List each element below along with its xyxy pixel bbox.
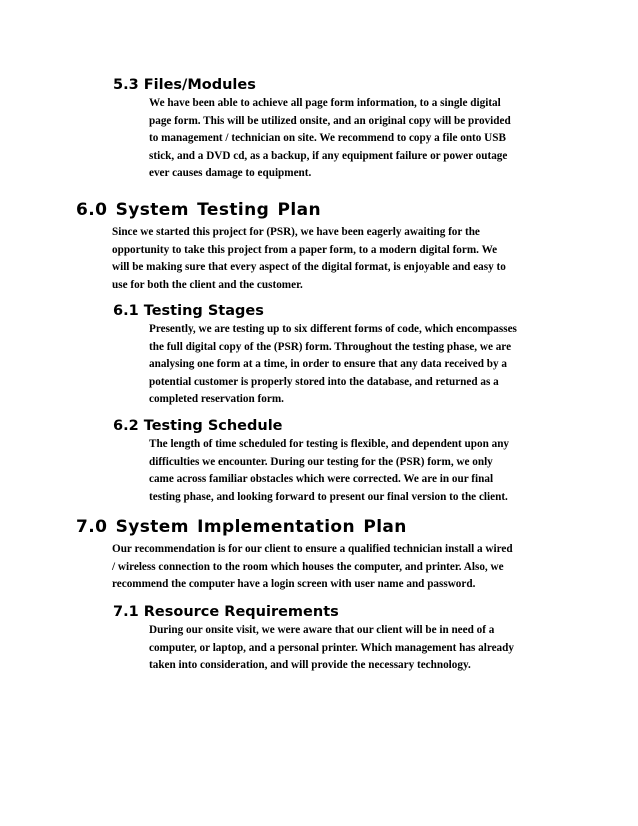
section-heading-6-0: 6.0 System Testing Plan <box>76 200 321 220</box>
body-line: ever causes damage to equipment. <box>149 167 312 179</box>
body-line: testing phase, and looking forward to present our final version to the client. <box>149 490 508 503</box>
body-line: page form. This will be utilized onsite, and an original copy will be provided <box>149 114 511 127</box>
section-body-7-0 <box>112 541 513 594</box>
body-line: stick, and a DVD cd, as a backup, if any equipment failure or power outage <box>149 149 508 162</box>
section-body-6-1 <box>149 321 517 409</box>
section-body-7-1 <box>149 622 514 675</box>
body-line: taken into consideration, and will provide the necessary technology. <box>149 659 471 671</box>
body-line: We have been able to achieve all page form information, to a single digital <box>149 97 501 109</box>
body-line: difficulties we encounter. During our testing for the (PSR) form, we only <box>149 455 493 468</box>
body-line: recommend the computer have a login screen with user name and password. <box>112 578 476 590</box>
body-line: Presently, we are testing up to six different forms of code, which encompasses <box>149 323 517 335</box>
section-heading-7-1: 7.1 Resource Requirements <box>113 604 339 620</box>
section-body-5-3 <box>149 95 511 183</box>
body-line: to management / technician on site. We recommend to copy a file onto USB <box>149 132 506 144</box>
section-body-6-0 <box>112 224 506 294</box>
body-line: completed reservation form. <box>149 393 284 405</box>
body-line: computer, or laptop, and a personal printer. Which management has already <box>149 641 514 654</box>
body-line: Since we started this project for (PSR), we have been eagerly awaiting for the <box>112 226 480 238</box>
body-line: the full digital copy of the (PSR) form. Throughout the testing phase, we are <box>149 340 512 353</box>
body-line: During our onsite visit, we were aware that our client will be in need of a <box>149 624 495 636</box>
section-heading-6-1: 6.1 Testing Stages <box>113 303 264 319</box>
section-heading-6-2: 6.2 Testing Schedule <box>113 418 283 434</box>
body-line: potential customer is properly stored into the database, and returned as a <box>149 375 499 388</box>
body-line: analysing one form at a time, in order to ensure that any data received by a <box>149 358 507 370</box>
body-line: / wireless connection to the room which houses the computer, and printer. Also, we <box>112 560 504 573</box>
body-line: came across familiar obstacles which were corrected. We are in our final <box>149 473 494 485</box>
body-line: Our recommendation is for our client to ensure a qualified technician install a wired <box>112 543 513 555</box>
section-heading-5-3: 5.3 Files/Modules <box>113 77 256 93</box>
body-line: opportunity to take this project from a paper form, to a modern digital form. We <box>112 243 498 256</box>
section-body-6-2 <box>149 436 509 506</box>
body-line: The length of time scheduled for testing is flexible, and dependent upon any <box>149 438 510 450</box>
body-line: use for both the client and the customer. <box>112 278 303 291</box>
section-heading-7-0: 7.0 System Implementation Plan <box>76 517 407 537</box>
body-line: will be making sure that every aspect of the digital format, is enjoyable and easy to <box>112 261 506 273</box>
